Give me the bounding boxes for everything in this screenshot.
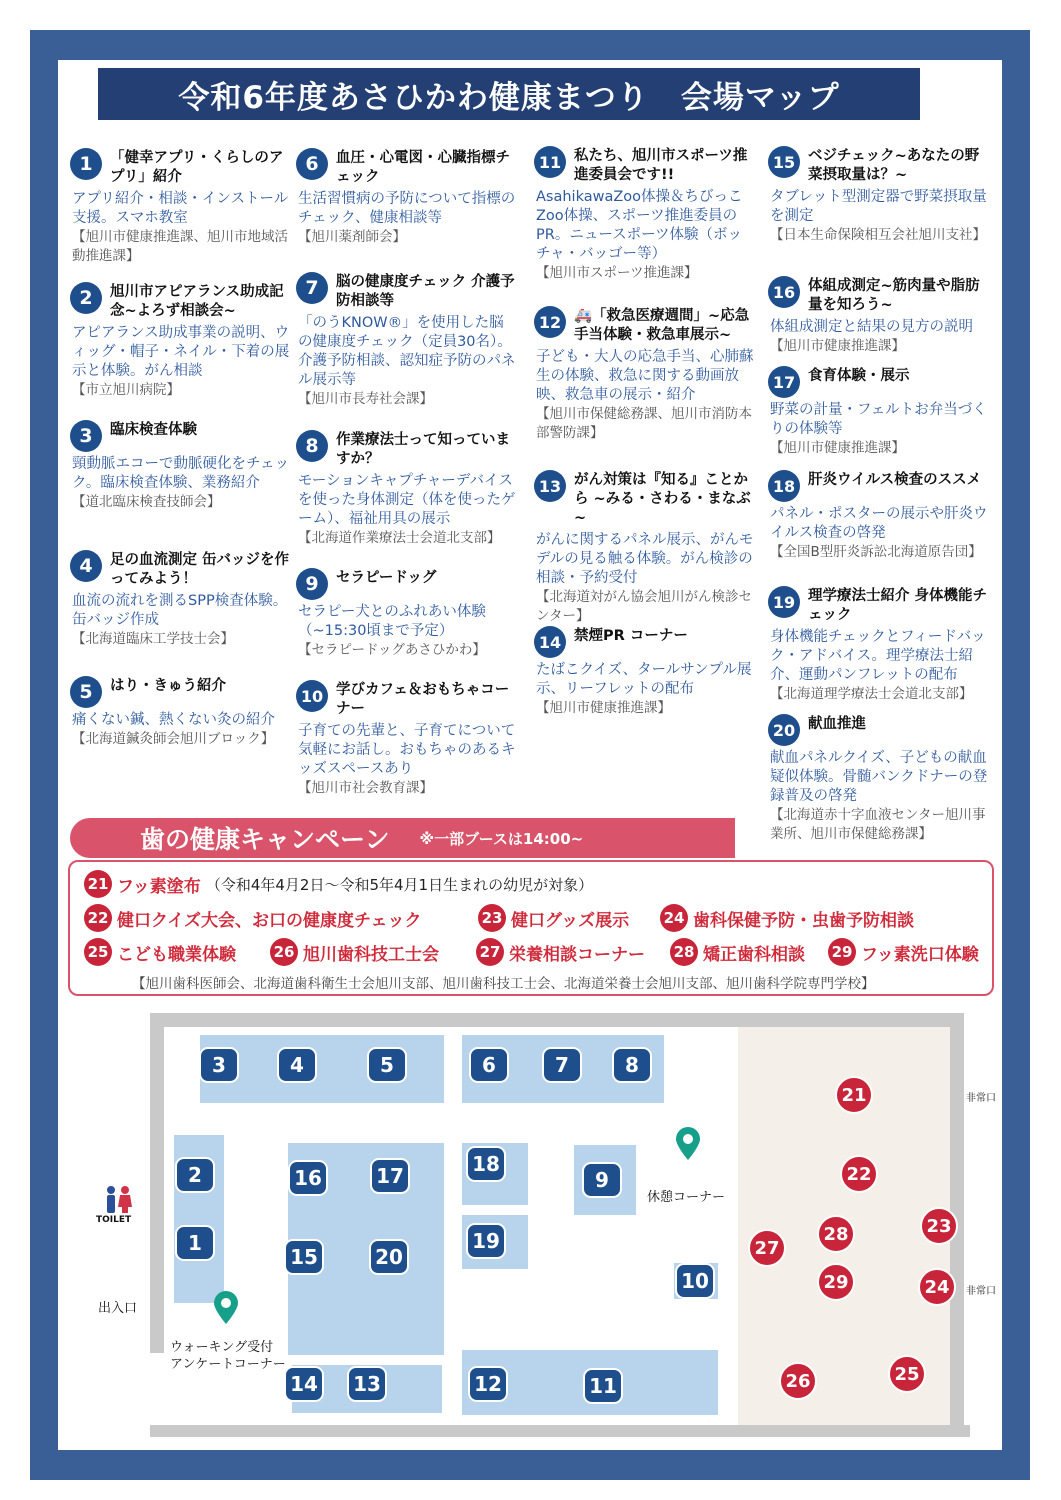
booth-organizer: 【旭川市保健総務課、旭川市消防本部警防課】 — [536, 406, 752, 441]
booth-29-marker[interactable]: 29 — [817, 1263, 855, 1301]
booth-item-11 — [534, 146, 754, 283]
booth-description: タブレット型測定器で野菜摂取量を測定 — [770, 189, 987, 224]
booth-item-18 — [768, 470, 988, 562]
booth-title: 旭川市アピアランス助成記念~よろず相談会~ — [110, 284, 284, 319]
page-title: 令和6年度あさひかわ健康まつり 会場マップ — [98, 68, 920, 120]
booth-number: 10 — [296, 680, 328, 712]
booth-title: はり・きゅう紹介 — [110, 678, 226, 694]
booth-1-marker[interactable]: 1 — [175, 1225, 215, 1261]
booth-description: アプリ紹介・相談・インストール支援。スマホ教室 — [72, 191, 289, 226]
booth-description: 「のうKNOW®」を使用した脳の健康度チェック（定員30名）。介護予防相談、認知症予防のパネル展示等 — [298, 315, 516, 388]
booth-organizer: 【旭川市長寿社会課】 — [298, 391, 433, 407]
booth-item-3 — [70, 420, 290, 512]
booth-organizer: 【北海道赤十字血液センター旭川事業所、旭川市保健総務課】 — [770, 807, 986, 842]
booth-organizer: 【旭川市スポーツ推進課】 — [536, 265, 698, 281]
booth-description: がんに関するパネル展示、がんモデルの見る触る体験。がん検診の相談・予約受付 — [536, 532, 754, 586]
booth-number: 6 — [296, 148, 328, 180]
booth-20-marker[interactable]: 20 — [369, 1239, 409, 1275]
booth-item-16 — [768, 276, 988, 356]
booth-number: 14 — [534, 626, 566, 658]
booth-item-13 — [534, 470, 754, 626]
booth-number: 7 — [296, 272, 328, 304]
booth-title: 臨床検査体験 — [110, 422, 197, 438]
rest-corner-label: 休憩コーナー — [647, 1190, 726, 1205]
dental-note: ※一部ブースは14:00~ — [419, 829, 584, 848]
entrance-label: 出入口 — [98, 1301, 138, 1316]
booth-organizer: 【全国B型肝炎訴訟北海道原告団】 — [770, 544, 982, 560]
booth-27-marker[interactable]: 27 — [748, 1229, 786, 1267]
booth-item-20 — [768, 714, 988, 844]
booth-item-2 — [70, 282, 290, 400]
booth-number: 17 — [768, 366, 800, 398]
venue-map — [62, 1005, 1000, 1445]
booth-item-12 — [534, 306, 754, 443]
booth-item-15 — [768, 146, 988, 245]
booth-item-8 — [296, 430, 516, 548]
dental-item: 24 歯科保健予防・虫歯予防相談 — [660, 904, 914, 932]
booth-organizer: 【北海道対がん協会旭川がん検診センター】 — [536, 589, 752, 624]
walking-reception-label: ウォーキング受付 — [170, 1340, 274, 1355]
booth-title: 禁煙PR コーナー — [574, 628, 688, 644]
booth-item-14 — [534, 626, 754, 718]
booth-item-7 — [296, 272, 516, 409]
booth-number: 12 — [534, 306, 566, 338]
booth-number: 15 — [768, 146, 800, 178]
booth-item-6 — [296, 148, 516, 247]
booth-title: 学びカフェ＆おもちゃコーナー — [336, 682, 510, 717]
booth-title: 血圧・心電図・心臓指標チェック — [336, 150, 510, 185]
booth-item-9 — [296, 568, 516, 660]
dental-campaign-header — [70, 818, 735, 858]
booth-number: 2 — [70, 282, 102, 314]
booth-description: モーションキャプチャーデバイスを使った身体測定（体を使ったゲーム）、福祉用具の展示 — [298, 473, 516, 527]
booth-number: 1 — [70, 148, 102, 180]
booth-24-marker[interactable]: 24 — [918, 1268, 956, 1306]
booth-28-marker[interactable]: 28 — [817, 1215, 855, 1253]
booth-7-marker[interactable]: 7 — [542, 1047, 582, 1083]
booth-title: 食育体験・展示 — [808, 368, 910, 384]
survey-corner-label: アンケートコーナー — [170, 1357, 286, 1372]
booth-14-marker[interactable]: 14 — [284, 1366, 324, 1402]
booth-description: 血流の流れを測るSPP検査体験。缶バッジ作成 — [72, 593, 288, 628]
booth-item-10 — [296, 680, 516, 798]
booth-description: 痛くない鍼、熱くない灸の紹介 — [72, 712, 275, 728]
booth-organizer: 【旭川市社会教育課】 — [298, 780, 433, 796]
booth-11-marker[interactable]: 11 — [583, 1368, 623, 1404]
booth-title: ベジチェック~あなたの野菜摂取量は？~ — [808, 148, 980, 183]
dental-item: 29 フッ素洗口体験 — [828, 938, 979, 966]
booth-16-marker[interactable]: 16 — [288, 1160, 328, 1196]
toilet-label: TOILET — [96, 1215, 132, 1225]
booth-25-marker[interactable]: 25 — [888, 1355, 926, 1393]
booth-description: セラピー犬とのふれあい体験（~15:30頃まで予定） — [298, 604, 486, 639]
dental-organizers: 【旭川歯科医師会、北海道歯科衛生士会旭川支部、旭川歯科技工士会、北海道栄養士会旭川支部、旭川歯科学院専門学校】 — [132, 976, 875, 992]
booth-title: 肝炎ウイルス検査のススメ — [808, 472, 982, 488]
booth-number: 13 — [534, 470, 566, 502]
booth-title: 私たち、旭川市スポーツ推進委員会です!! — [574, 148, 748, 183]
booth-description: 身体機能チェックとフィードバック・アドバイス。理学療法士紹介、運動パンフレットの配布 — [770, 629, 986, 683]
booth-number: 16 — [768, 276, 800, 308]
emergency-exit-label: 非常口 — [966, 1093, 996, 1104]
booth-organizer: 【セラピードッグあさひかわ】 — [298, 642, 486, 658]
booth-26-marker[interactable]: 26 — [779, 1362, 817, 1400]
booth-description: 頸動脈エコーで動脈硬化をチェック。臨床検査体験、業務紹介 — [72, 456, 290, 491]
booth-organizer: 【北海道臨床工学技士会】 — [72, 631, 234, 647]
booth-item-1 — [70, 148, 290, 266]
booth-12-marker[interactable]: 12 — [468, 1366, 508, 1402]
booth-title: 作業療法士って知っていますか？ — [336, 432, 510, 467]
booth-organizer: 【旭川市健康推進課】 — [536, 700, 671, 716]
dental-campaign-box — [68, 860, 994, 996]
booth-title: セラピードッグ — [336, 570, 437, 586]
emergency-exit-label-2: 非常口 — [966, 1286, 996, 1297]
booth-description: 野菜の計量・フェルトお弁当づくりの体験等 — [770, 402, 987, 437]
dental-title: 歯の健康キャンペーン — [140, 825, 390, 854]
booth-organizer: 【旭川市健康推進課】 — [770, 440, 905, 456]
booth-description: 子ども・大人の応急手当、心肺蘇生の体験、救急に関する動画放映、救急車の展示・紹介 — [536, 349, 754, 403]
booth-item-5 — [70, 676, 290, 749]
booth-title: 「健幸アプリ・くらしのアプリ」紹介 — [110, 150, 284, 185]
booth-number: 3 — [70, 420, 102, 452]
booth-description: 体組成測定と結果の見方の説明 — [770, 319, 973, 335]
dental-item: 21 フッ素塗布 （令和4年4月2日～令和5年4月1日生まれの幼児が対象） — [84, 870, 593, 898]
booth-13-marker[interactable]: 13 — [347, 1366, 387, 1402]
dental-item: 22 健口クイズ大会、お口の健康度チェック — [84, 904, 421, 932]
booth-organizer: 【北海道鍼灸師会旭川ブロック】 — [72, 731, 275, 747]
booth-description: たばこクイズ、タールサンプル展示、リーフレットの配布 — [536, 662, 752, 697]
booth-6-marker[interactable]: 6 — [469, 1047, 509, 1083]
dental-item: 28 矯正歯科相談 — [670, 938, 805, 966]
dental-item: 26 旭川歯科技工士会 — [270, 938, 439, 966]
dental-item: 25 こども職業体験 — [84, 938, 236, 966]
booth-title: 脳の健康度チェック 介護予防相談等 — [336, 274, 515, 309]
booth-number: 19 — [768, 586, 800, 618]
rest-pin-icon — [674, 1127, 702, 1161]
booth-2-marker[interactable]: 2 — [175, 1157, 215, 1193]
booth-description: パネル・ポスターの展示や肝炎ウイルス検査の啓発 — [770, 506, 988, 541]
booth-organizer: 【市立旭川病院】 — [72, 382, 180, 398]
booth-description: アピアランス助成事業の説明、ウィッグ・帽子・ネイル・下着の展示と体験。がん相談 — [72, 325, 290, 379]
booth-description: 子育ての先輩と、子育てについて気軽にお話し。おもちゃのあるキッズスペースあり — [298, 723, 516, 777]
booth-title: 🚑「救急医療週間」~応急手当体験・救急車展示~ — [574, 308, 750, 343]
booth-number: 20 — [768, 714, 800, 746]
booth-organizer: 【旭川市健康推進課】 — [770, 338, 905, 354]
toilet-icon — [102, 1185, 134, 1215]
booth-22-marker[interactable]: 22 — [840, 1155, 878, 1193]
booth-organizer: 【北海道理学療法士会道北支部】 — [770, 686, 973, 702]
booth-description: AsahikawaZoo体操＆ちびっこZoo体操、スポーツ推進委員のPR。ニュースポーツ体験（ボッチャ・バッゴー等） — [536, 189, 743, 262]
booth-title: がん対策は『知る』ことから ~みる・さわる・まなぶ~ — [574, 472, 751, 526]
walking-pin-icon — [212, 1291, 240, 1325]
booth-3-marker[interactable]: 3 — [199, 1047, 239, 1083]
booth-organizer: 【旭川薬剤師会】 — [298, 229, 406, 245]
booth-number: 9 — [296, 568, 328, 600]
booth-title: 理学療法士紹介 身体機能チェック — [808, 588, 988, 623]
booth-title: 体組成測定~筋肉量や脂肪量を知ろう~ — [808, 278, 980, 313]
booth-21-marker[interactable]: 21 — [835, 1076, 873, 1114]
booth-18-marker[interactable]: 18 — [466, 1146, 506, 1182]
booth-10-marker[interactable]: 10 — [675, 1263, 715, 1299]
booth-item-19 — [768, 586, 988, 704]
booth-17-marker[interactable]: 17 — [370, 1158, 410, 1194]
booth-title: 足の血流測定 缶バッジを作ってみよう！ — [110, 552, 290, 587]
booth-5-marker[interactable]: 5 — [367, 1047, 407, 1083]
booth-9-marker[interactable]: 9 — [582, 1162, 622, 1198]
booth-23-marker[interactable]: 23 — [920, 1207, 958, 1245]
dental-item: 27 栄養相談コーナー — [476, 938, 645, 966]
booth-number: 8 — [296, 430, 328, 462]
booth-8-marker[interactable]: 8 — [612, 1047, 652, 1083]
booth-19-marker[interactable]: 19 — [466, 1223, 506, 1259]
booth-number: 18 — [768, 470, 800, 502]
booth-item-17 — [768, 366, 988, 458]
booth-number: 4 — [70, 550, 102, 582]
booth-4-marker[interactable]: 4 — [277, 1047, 317, 1083]
booth-number: 5 — [70, 676, 102, 708]
booth-15-marker[interactable]: 15 — [284, 1239, 324, 1275]
booth-description: 生活習慣病の予防について指標のチェック、健康相談等 — [298, 191, 516, 226]
booth-organizer: 【北海道作業療法士会道北支部】 — [298, 530, 501, 546]
booth-title: 献血推進 — [808, 716, 866, 732]
booth-organizer: 【日本生命保険相互会社旭川支社】 — [770, 227, 986, 243]
booth-number: 11 — [534, 146, 566, 178]
booth-description: 献血パネルクイズ、子どもの献血疑似体験。骨髄バンクドナーの登録普及の啓発 — [770, 750, 988, 804]
booth-organizer: 【道北臨床検査技師会】 — [72, 494, 221, 510]
dental-item: 23 健口グッズ展示 — [478, 904, 629, 932]
booth-item-4 — [70, 550, 290, 649]
booth-organizer: 【旭川市健康推進課、旭川市地域活動推進課】 — [72, 229, 288, 264]
